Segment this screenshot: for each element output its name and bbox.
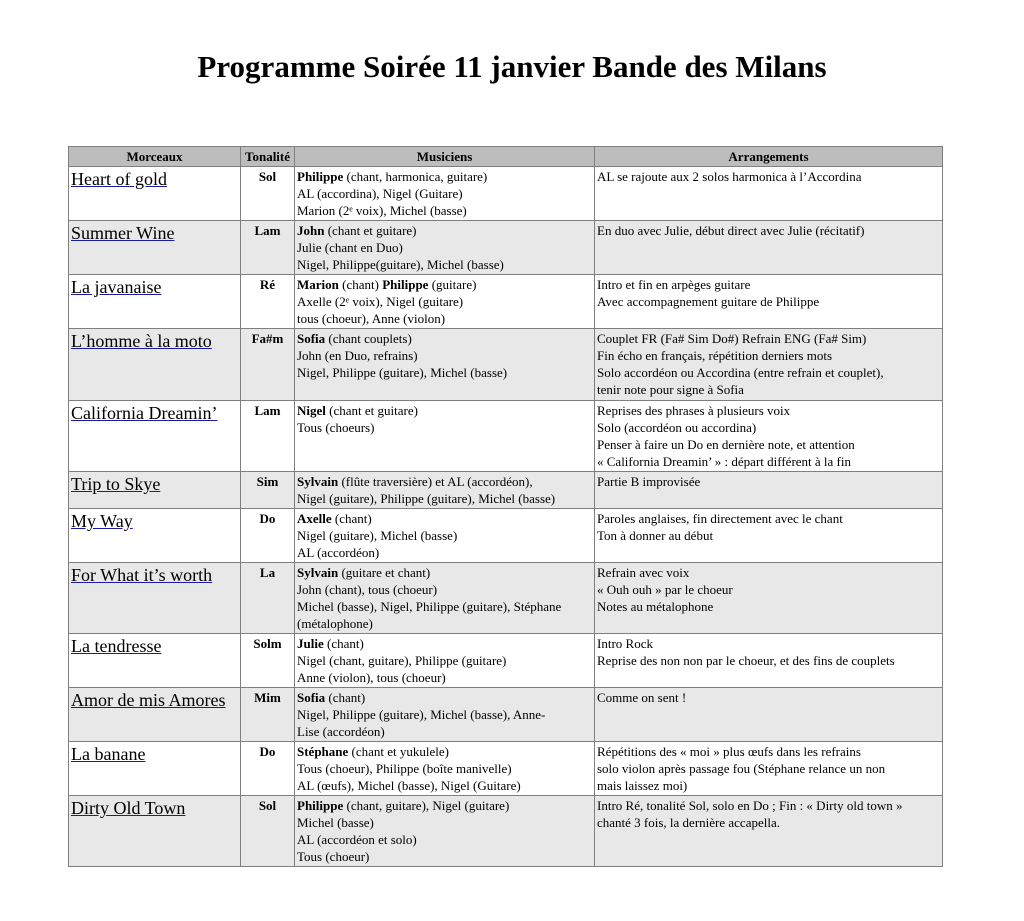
musician-line <box>297 777 592 794</box>
musician-text: tous (choeur), Anne (violon) <box>297 311 446 326</box>
musician-line <box>297 239 592 256</box>
song-link[interactable]: For What it’s worth <box>71 565 213 585</box>
musicians-cell <box>295 329 595 401</box>
musician-text: (chant) <box>338 277 383 292</box>
musician-line <box>297 293 592 310</box>
musician-line <box>297 419 592 436</box>
musician-text: (chant) <box>331 511 372 526</box>
musician-text: AL (accordina), Nigel (Guitare) <box>297 186 463 201</box>
musician-line <box>297 510 592 527</box>
musician-text: Nigel (guitare), Philippe (guitare), Michel (basse) <box>297 491 556 506</box>
key-cell: Ré <box>241 275 295 329</box>
musician-text: (chant, guitare), Nigel (guitare) <box>343 798 510 813</box>
musicians-cell <box>295 275 595 329</box>
arrangement-line: Solo accordéon ou Accordina (entre refrain et couplet), <box>597 365 884 380</box>
arrangements-cell <box>595 275 943 329</box>
arrangement-line: Avec accompagnement guitare de Philippe <box>597 294 820 309</box>
musician-line <box>297 598 592 615</box>
arrangement-line: Fin écho en français, répétition derniers mots <box>597 348 833 363</box>
song-cell <box>69 472 241 509</box>
musicians-cell <box>295 563 595 634</box>
arrangement-line: Solo (accordéon ou accordina) <box>597 420 757 435</box>
lead-musician: Sylvain <box>297 565 339 580</box>
key-cell: La <box>241 563 295 634</box>
musician-text: Tous (choeur) <box>297 849 370 864</box>
song-link[interactable]: La banane <box>71 744 146 764</box>
header-song: Morceaux <box>69 147 241 167</box>
key-cell: Sol <box>241 796 295 867</box>
key-cell: Lam <box>241 401 295 472</box>
arrangement-line: Intro Ré, tonalité Sol, solo en Do ; Fin : « Dirty old town » <box>597 798 903 813</box>
musician-line <box>297 848 592 865</box>
lead-musician: Axelle <box>297 511 332 526</box>
arrangement-line: Ton à donner au début <box>597 528 714 543</box>
musician-text: (guitare et chant) <box>338 565 431 580</box>
header-key: Tonalité <box>241 147 295 167</box>
musician-line <box>297 490 592 507</box>
arrangement-line: chanté 3 fois, la dernière accapella. <box>597 815 780 830</box>
arrangement-line: Couplet FR (Fa# Sim Do#) Refrain ENG (Fa# Sim) <box>597 331 867 346</box>
musician-text: (chant couplets) <box>325 331 412 346</box>
musician-line <box>297 615 592 632</box>
table-row <box>69 167 943 221</box>
musician-text: (métalophone) <box>297 616 373 631</box>
song-cell <box>69 167 241 221</box>
arrangements-cell <box>595 742 943 796</box>
musician-line <box>297 330 592 347</box>
musicians-cell <box>295 221 595 275</box>
lead-musician: Sylvain <box>297 474 339 489</box>
musician-text: AL (accordéon et solo) <box>297 832 417 847</box>
table-row <box>69 329 943 401</box>
musician-line <box>297 635 592 652</box>
musician-line <box>297 202 592 219</box>
musicians-cell <box>295 472 595 509</box>
musician-text: (chant) <box>323 636 364 651</box>
arrangements-cell <box>595 401 943 472</box>
musician-text: Nigel (chant, guitare), Philippe (guitare) <box>297 653 507 668</box>
arrangement-line: Intro et fin en arpèges guitare <box>597 277 751 292</box>
key-cell: Solm <box>241 634 295 688</box>
musician-line <box>297 581 592 598</box>
song-link[interactable]: Heart of gold <box>71 169 167 189</box>
musician-text: Nigel, Philippe (guitare), Michel (basse), Anne- <box>297 707 546 722</box>
musician-line <box>297 797 592 814</box>
musician-line <box>297 256 592 273</box>
musician-text: (chant et guitare) <box>325 403 418 418</box>
arrangements-cell <box>595 329 943 401</box>
table-row <box>69 688 943 742</box>
musicians-cell <box>295 509 595 563</box>
musician-text: (chant et guitare) <box>324 223 417 238</box>
song-link[interactable]: La javanaise <box>71 277 162 297</box>
musician-text: Nigel (guitare), Michel (basse) <box>297 528 458 543</box>
musician-line <box>297 669 592 686</box>
musician-line <box>297 222 592 239</box>
lead-musician: Julie <box>297 636 324 651</box>
musician-line <box>297 760 592 777</box>
song-link[interactable]: Trip to Skye <box>71 474 161 494</box>
key-cell: Fa#m <box>241 329 295 401</box>
arrangements-cell <box>595 634 943 688</box>
table-row <box>69 509 943 563</box>
musician-text: Marion (2ᵉ voix), Michel (basse) <box>297 203 467 218</box>
musician-line <box>297 743 592 760</box>
arrangements-cell <box>595 167 943 221</box>
arrangements-cell <box>595 509 943 563</box>
arrangements-cell <box>595 221 943 275</box>
arrangement-line: Penser à faire un Do en dernière note, et attention <box>597 437 855 452</box>
song-cell <box>69 742 241 796</box>
musician-text: Michel (basse) <box>297 815 374 830</box>
song-cell <box>69 634 241 688</box>
arrangement-line: Intro Rock <box>597 636 653 651</box>
musician-line <box>297 402 592 419</box>
arrangement-line: « Ouh ouh » par le choeur <box>597 582 733 597</box>
arrangements-cell <box>595 688 943 742</box>
arrangement-line: Partie B improvisée <box>597 474 701 489</box>
song-link[interactable]: California Dreamin’ <box>71 403 218 423</box>
musician-text: (guitare) <box>428 277 477 292</box>
header-musicians: Musiciens <box>295 147 595 167</box>
table-row <box>69 275 943 329</box>
table-row <box>69 634 943 688</box>
lead-musician: Philippe <box>297 798 344 813</box>
musicians-cell <box>295 796 595 867</box>
musicians-cell <box>295 742 595 796</box>
key-cell: Lam <box>241 221 295 275</box>
song-link[interactable]: L’homme à la moto <box>71 331 212 351</box>
lead-musician: Marion <box>297 277 339 292</box>
musician-line <box>297 706 592 723</box>
musician-text: John (chant), tous (choeur) <box>297 582 438 597</box>
lead-musician: John <box>297 223 325 238</box>
program-body <box>69 167 943 867</box>
musician-text: (chant) <box>325 690 366 705</box>
song-cell <box>69 796 241 867</box>
arrangements-cell <box>595 796 943 867</box>
musician-text: Tous (choeur), Philippe (boîte manivelle) <box>297 761 512 776</box>
table-row <box>69 742 943 796</box>
song-cell <box>69 221 241 275</box>
musician-text: Michel (basse), Nigel, Philippe (guitare), Stéphane <box>297 599 562 614</box>
arrangement-line: solo violon après passage fou (Stéphane relance un non <box>597 761 886 776</box>
musician-text: AL (œufs), Michel (basse), Nigel (Guitare) <box>297 778 521 793</box>
lead-musician: Philippe <box>297 169 344 184</box>
song-link[interactable]: La tendresse <box>71 636 162 656</box>
song-link[interactable]: Dirty Old Town <box>71 798 186 818</box>
musician-text: Anne (violon), tous (choeur) <box>297 670 446 685</box>
lead-musician: Nigel <box>297 403 326 418</box>
key-cell: Sol <box>241 167 295 221</box>
musician-line <box>297 310 592 327</box>
table-row <box>69 401 943 472</box>
musician-line <box>297 564 592 581</box>
arrangement-line: Paroles anglaises, fin directement avec le chant <box>597 511 843 526</box>
key-cell: Mim <box>241 688 295 742</box>
musician-text: Tous (choeurs) <box>297 420 375 435</box>
musician-line <box>297 652 592 669</box>
song-link[interactable]: My Way <box>71 511 133 531</box>
song-cell <box>69 329 241 401</box>
musician-text: Nigel, Philippe (guitare), Michel (basse) <box>297 365 508 380</box>
musician-text: (chant et yukulele) <box>348 744 450 759</box>
song-cell <box>69 401 241 472</box>
musician-line <box>297 527 592 544</box>
musicians-cell <box>295 167 595 221</box>
arrangement-line: Comme on sent ! <box>597 690 687 705</box>
arrangement-line: Refrain avec voix <box>597 565 690 580</box>
arrangement-line: tenir note pour signe à Sofia <box>597 382 744 397</box>
arrangement-line: Reprises des phrases à plusieurs voix <box>597 403 791 418</box>
lead-musician: Sofia <box>297 690 326 705</box>
key-cell: Do <box>241 509 295 563</box>
table-row <box>69 796 943 867</box>
musician-text: AL (accordéon) <box>297 545 380 560</box>
musician-line <box>297 473 592 490</box>
musician-line <box>297 276 592 293</box>
song-cell <box>69 275 241 329</box>
musician-line <box>297 831 592 848</box>
arrangements-cell <box>595 472 943 509</box>
table-header-row <box>69 147 943 167</box>
key-cell: Sim <box>241 472 295 509</box>
musician-line <box>297 814 592 831</box>
musician-text: John (en Duo, refrains) <box>297 348 418 363</box>
musicians-cell <box>295 634 595 688</box>
arrangement-line: Notes au métalophone <box>597 599 714 614</box>
lead-musician: Sofia <box>297 331 326 346</box>
musician-text: (flûte traversière) et AL (accordéon), <box>338 474 533 489</box>
table-row <box>69 221 943 275</box>
musician-line <box>297 168 592 185</box>
song-link[interactable]: Summer Wine <box>71 223 175 243</box>
program-table <box>68 146 943 867</box>
table-row <box>69 563 943 634</box>
musician-line <box>297 185 592 202</box>
header-arrangements: Arrangements <box>595 147 943 167</box>
musician-text: (chant, harmonica, guitare) <box>343 169 488 184</box>
musician-text: Julie (chant en Duo) <box>297 240 403 255</box>
musician-line <box>297 544 592 561</box>
arrangement-line: En duo avec Julie, début direct avec Julie (récitatif) <box>597 223 865 238</box>
musician-text: Axelle (2ᵉ voix), Nigel (guitare) <box>297 294 464 309</box>
arrangement-line: « California Dreamin’ » : départ différent à la fin <box>597 454 852 469</box>
musicians-cell <box>295 401 595 472</box>
arrangement-line: Répétitions des « moi » plus œufs dans les refrains <box>597 744 861 759</box>
musician-text: Nigel, Philippe(guitare), Michel (basse) <box>297 257 504 272</box>
page-title: Programme Soirée 11 janvier Bande des Milans <box>197 49 827 84</box>
musician-line <box>297 723 592 740</box>
table-row <box>69 472 943 509</box>
song-link[interactable]: Amor de mis Amores <box>71 690 226 710</box>
musician-text: Lise (accordéon) <box>297 724 385 739</box>
musicians-cell <box>295 688 595 742</box>
arrangement-line: mais laissez moi) <box>597 778 688 793</box>
song-cell <box>69 509 241 563</box>
arrangement-line: AL se rajoute aux 2 solos harmonica à l’Accordina <box>597 169 862 184</box>
musician-line <box>297 364 592 381</box>
song-cell <box>69 688 241 742</box>
lead-musician: Philippe <box>382 277 429 292</box>
arrangements-cell <box>595 563 943 634</box>
musician-line <box>297 347 592 364</box>
musician-line <box>297 689 592 706</box>
song-cell <box>69 563 241 634</box>
key-cell: Do <box>241 742 295 796</box>
arrangement-line: Reprise des non non par le choeur, et des fins de couplets <box>597 653 895 668</box>
lead-musician: Stéphane <box>297 744 349 759</box>
